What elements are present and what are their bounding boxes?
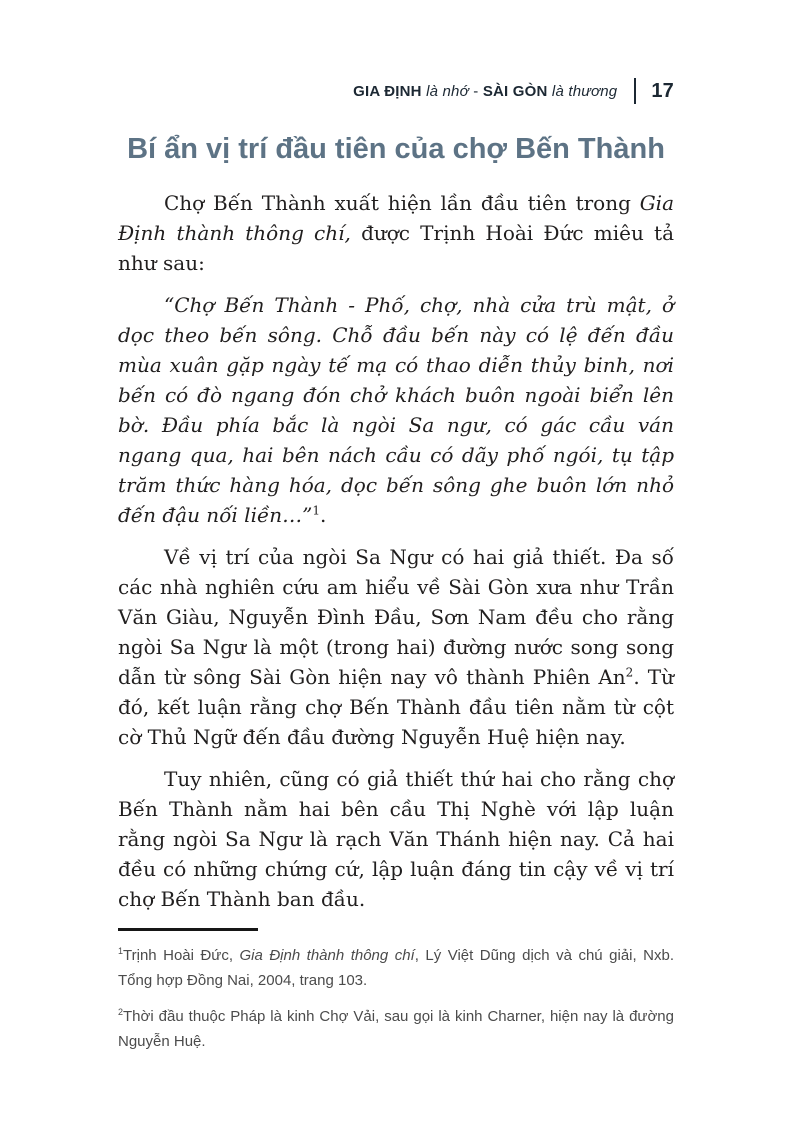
header-divider <box>634 78 636 104</box>
footnote-2: $^2$Thời đầu thuộc Pháp là kinh Chợ Vải, sau gọi là kinh Charner, hiện nay là đường Nguyễn Huệ. <box>118 1007 674 1050</box>
page-header <box>353 78 674 104</box>
paragraph-hypothesis-one: Về vị trí của ngòi Sa Ngư có hai giả thiết. Đa số các nhà nghiên cứu am hiểu về Sài Gòn xưa như Trần Văn Giàu, Nguyễn Đình Đầu, Sơn Nam đều cho rằng ngòi Sa Ngư là một (trong hai) đường nước song song dẫn từ sông Sài Gòn hiện nay vô thành Phiên An$^2$. Từ đó, kết luận rằng chợ Bến Thành đầu tiên nằm từ cột cờ Thủ Ngữ đến đầu đường Nguyễn Huệ hiện nay. <box>118 545 674 749</box>
footnote-separator <box>118 928 258 931</box>
paragraph-hypothesis-two: Tuy nhiên, cũng có giả thiết thứ hai cho rằng chợ Bến Thành nằm hai bên cầu Thị Nghè với lập luận rằng ngòi Sa Ngư là rạch Văn Thánh hiện nay. Cả hai đều có những chứng cứ, lập luận đáng tin cậy về vị trí chợ Bến Thành ban đầu. <box>118 767 674 911</box>
page-number: 17 <box>651 79 674 102</box>
running-title: GIA ĐỊNH là nhớ - SÀI GÒN là thương <box>353 82 618 100</box>
chapter-title: Bí ẩn vị trí đầu tiên của chợ Bến Thành <box>127 133 665 165</box>
footnote-1: $^1$Trịnh Hoài Đức, Gia Định thành thông chí, Lý Việt Dũng dịch và chú giải, Nxb. Tổng hợp Đồng Nai, 2004, trang 103. <box>118 946 674 989</box>
paragraph-intro: Chợ Bến Thành xuất hiện lần đầu tiên trong Gia Định thành thông chí, được Trịnh Hoài Đức miêu tả như sau: <box>118 191 674 275</box>
body-text <box>118 188 674 926</box>
footnotes-section <box>118 928 674 1065</box>
paragraph-quote: “Chợ Bến Thành - Phố, chợ, nhà cửa trù mật, ở dọc theo bến sông. Chỗ đầu bến này có lệ đến đầu mùa xuân gặp ngày tế mạ có thao diễn thủy binh, nơi bến có đò ngang đón chở khách buôn ngoài biển lên bờ. Đầu phía bắc là ngòi Sa ngư, có gác cầu ván ngang qua, hai bên nách cầu có dãy phố ngói, tụ tập trăm thức hàng hóa, dọc bến sông ghe buôn lớn nhỏ đến đậu nối liền…”$^1$. <box>118 293 674 527</box>
